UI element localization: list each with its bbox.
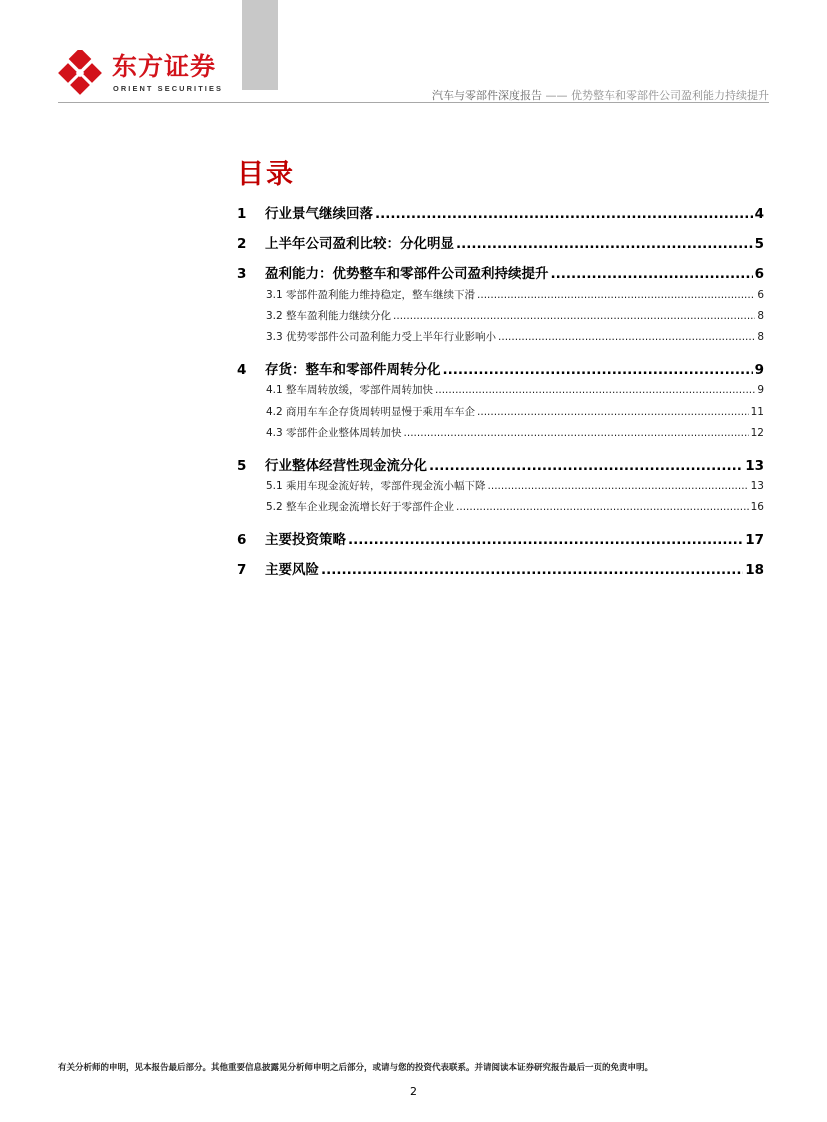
toc-subentry-text: 3.1 零部件盈利能力维持稳定，整车继续下滑 [266,289,476,301]
toc-entry-2[interactable] [237,232,764,252]
toc-entry-4-3[interactable] [237,425,764,441]
toc-leader-dots [321,562,743,578]
toc-subentry-page: 6 [757,289,764,301]
toc-entry-3-3[interactable] [237,329,764,345]
toc-entry-number: 5 [237,458,247,474]
toc-leader-dots [443,362,753,378]
toc-subentry-text: 5.1 乘用车现金流好转，零部件现金流小幅下降 [266,480,486,492]
toc-entry-4[interactable] [237,358,764,378]
toc-entry-page: 9 [754,362,764,378]
toc-entry-number: 4 [237,362,247,378]
toc-entry-4-2[interactable] [237,404,764,420]
toc-entry-number: 7 [237,562,247,578]
toc-entry-page: 4 [754,206,764,222]
toc-entry-text: 主要投资策略 [265,532,346,548]
toc-entry-7[interactable] [237,558,764,578]
toc-entry-1[interactable] [237,202,764,222]
toc-entry-text: 存货：整车和零部件周转分化 [265,362,441,378]
report-header [432,87,769,103]
logo-chinese-name: 东方证券 [112,52,217,81]
toc-leader-dots [404,427,749,439]
toc-subentry-text: 3.3 优势零部件公司盈利能力受上半年行业影响小 [266,331,497,343]
toc-entry-5-2[interactable] [237,499,764,515]
analyst-disclaimer: 有关分析师的申明，见本报告最后部分。其他重要信息披露见分析师申明之后部分，或请与您的投资代表联系。并请阅读本证券研究报告最后一页的免责申明。 [58,1063,654,1073]
company-logo [58,50,228,96]
toc-entry-text: 行业整体经营性现金流分化 [265,458,427,474]
toc-subentry-text: 4.1 整车周转放缓，零部件周转加快 [266,384,434,396]
toc-leader-dots [429,458,743,474]
orient-logo-icon [58,50,106,96]
toc-entry-number: 1 [237,206,247,222]
toc-leader-dots [435,384,755,396]
toc-subentry-page: 11 [750,406,764,418]
toc-leader-dots [456,501,749,513]
toc-subentry-page: 9 [757,384,764,396]
toc-entry-page: 5 [754,236,764,252]
toc-leader-dots [551,266,753,282]
toc-entry-number: 6 [237,532,247,548]
toc-subentry-text: 3.2 整车盈利能力继续分化 [266,310,392,322]
toc-leader-dots [498,331,755,343]
toc-leader-dots [477,289,755,301]
toc-subentry-page: 8 [757,310,764,322]
toc-leader-dots [375,206,753,222]
toc-leader-dots [477,406,749,418]
report-title: 优势整车和零部件公司盈利能力持续提升 [571,89,769,102]
toc-leader-dots [488,480,749,492]
toc-entry-3-2[interactable] [237,308,764,324]
header-divider [58,102,769,103]
toc-entry-page: 17 [745,532,764,548]
toc-entry-text: 主要风险 [265,562,319,578]
logo-english-name: ORIENT SECURITIES [113,84,224,93]
toc-entry-5[interactable] [237,454,764,474]
toc-subentry-page: 16 [750,501,764,513]
toc-leader-dots [393,310,755,322]
toc-entry-page: 6 [754,266,764,282]
toc-subentry-page: 12 [750,427,764,439]
toc-heading: 目录 [237,159,295,190]
toc-entry-5-1[interactable] [237,478,764,494]
header-gray-block [242,0,278,90]
toc-subentry-text: 4.2 商用车车企存货周转明显慢于乘用车车企 [266,406,476,418]
report-type: 汽车与零部件深度报告 [432,89,542,102]
toc-entry-text: 上半年公司盈利比较：分化明显 [265,236,454,252]
toc-entry-3-1[interactable] [237,287,764,303]
toc-subentry-text: 4.3 零部件企业整体周转加快 [266,427,402,439]
toc-entry-text: 盈利能力：优势整车和零部件公司盈利持续提升 [265,266,549,282]
toc-entry-text: 行业景气继续回落 [265,206,373,222]
toc-subentry-page: 13 [750,480,764,492]
page-number: 2 [410,1085,417,1098]
header-separator: —— [542,89,571,102]
toc-entry-page: 13 [745,458,764,474]
toc-entry-number: 2 [237,236,247,252]
toc-entry-3[interactable] [237,262,764,282]
toc-entry-4-1[interactable] [237,382,764,398]
toc-leader-dots [348,532,743,548]
toc-leader-dots [456,236,753,252]
toc-subentry-text: 5.2 整车企业现金流增长好于零部件企业 [266,501,455,513]
toc-entry-6[interactable] [237,528,764,548]
toc-entry-number: 3 [237,266,247,282]
toc-subentry-page: 8 [757,331,764,343]
toc-entry-page: 18 [745,562,764,578]
